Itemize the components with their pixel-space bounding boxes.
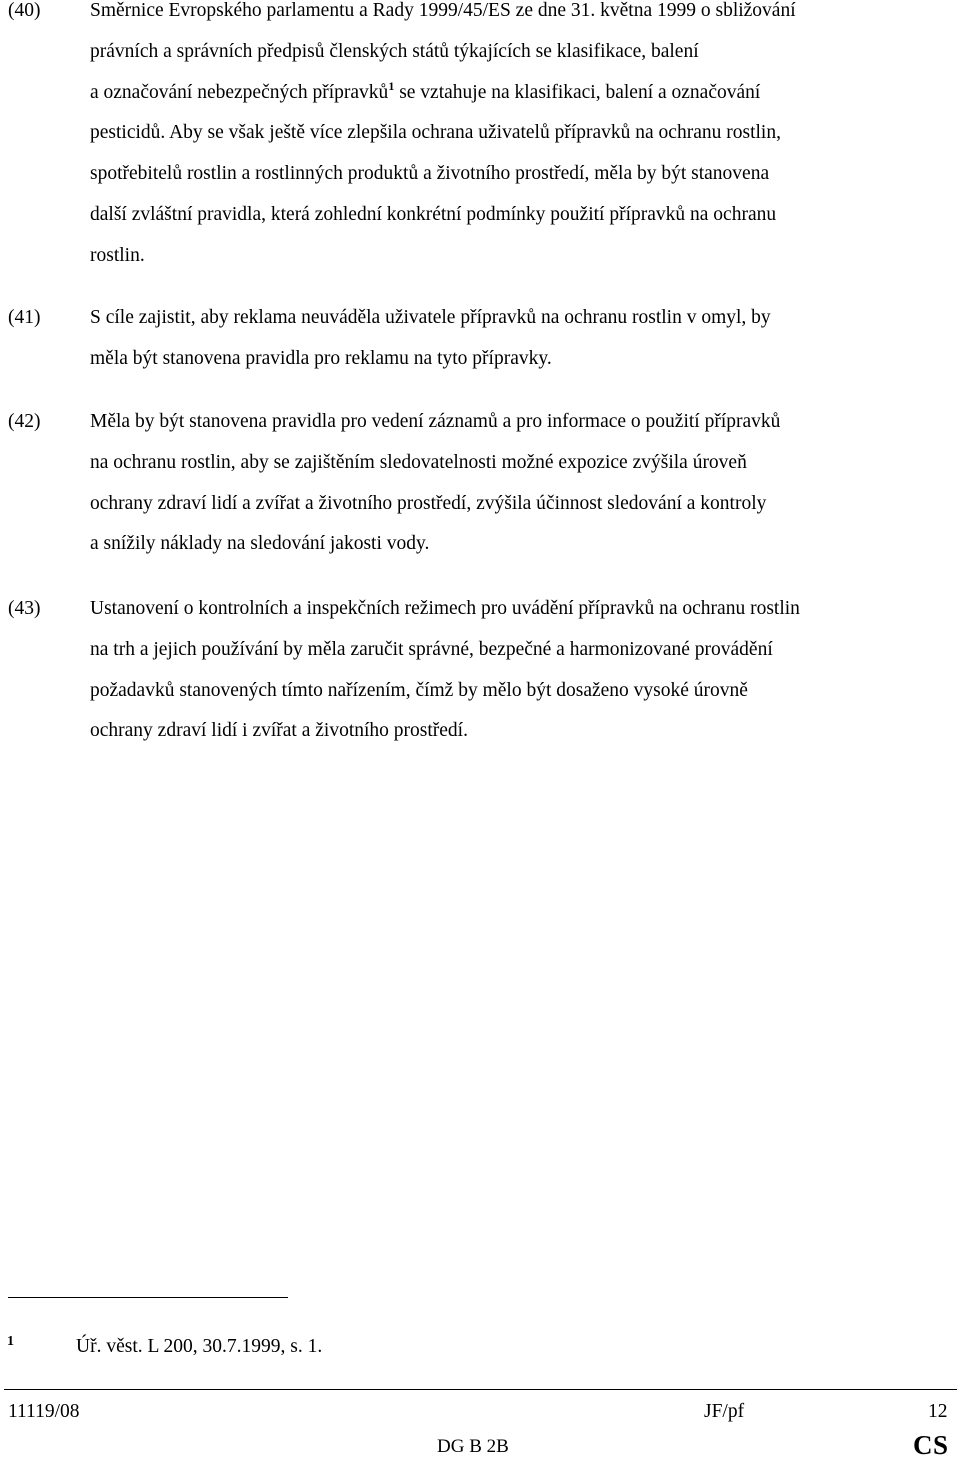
text-line: měla být stanovena pravidla pro reklamu na tyto přípravky. xyxy=(90,347,552,369)
paragraph-41 xyxy=(8,298,953,380)
text-line: Směrnice Evropského parlamentu a Rady 1999/45/ES ze dne 31. května 1999 o sbližování xyxy=(90,0,796,21)
author-initials: JF/pf xyxy=(704,1401,745,1422)
text-line: rostlin. xyxy=(90,244,145,266)
text-line: požadavků stanovených tímto nařízením, čímž by mělo být dosaženo vysoké úrovně xyxy=(90,679,748,701)
text-line: Měla by být stanovena pravidla pro vedení záznamů a pro informace o použití přípravků xyxy=(90,411,781,432)
footnote-text: Úř. věst. L 200, 30.7.1999, s. 1. xyxy=(76,1336,323,1357)
text-line: spotřebitelů rostlin a rostlinných produktů a životního prostředí, měla by být stanovena xyxy=(90,163,770,185)
footnote-reference[interactable]: 1 xyxy=(388,78,395,93)
paragraph-text xyxy=(90,298,953,380)
paragraph-number: (43) xyxy=(8,598,41,619)
paragraph-number: (41) xyxy=(8,307,41,328)
footnote-mark: 1 xyxy=(7,1334,14,1349)
paragraph-42 xyxy=(8,402,953,565)
text-line: pesticidů. Aby se však ještě více zlepšila ochrana uživatelů přípravků na ochranu rostlin, xyxy=(90,122,781,144)
text-line: a snížily náklady na sledování jakosti vody. xyxy=(90,533,430,555)
text-line: ochrany zdraví lidí a zvířat a životního prostředí, zvýšila účinnost sledování a kontroly xyxy=(90,492,767,514)
department-code: DG B 2B xyxy=(437,1436,509,1457)
footnote-separator xyxy=(8,1297,288,1298)
text-line: S cíle zajistit, aby reklama neuváděla uživatele přípravků na ochranu rostlin v omyl, by xyxy=(90,307,771,328)
text-line: další zvláštní pravidla, která zohlední konkrétní podmínky použití přípravků na ochranu xyxy=(90,203,777,225)
paragraph-40 xyxy=(8,0,953,277)
language-code: CS xyxy=(913,1430,949,1460)
text-line: na ochranu rostlin, aby se zajištěním sledovatelnosti možné expozice zvýšila úroveň xyxy=(90,451,747,473)
document-number: 11119/08 xyxy=(8,1401,80,1422)
footer-separator xyxy=(4,1389,957,1390)
text-line: právních a správních předpisů členských států týkajících se klasifikace, balení xyxy=(90,40,699,62)
page-number: 12 xyxy=(928,1401,948,1422)
paragraph-text xyxy=(90,0,953,277)
text-line xyxy=(90,73,953,114)
text-line: ochrany zdraví lidí i zvířat a životního prostředí. xyxy=(90,720,468,742)
text-segment: a označování nebezpečných přípravků xyxy=(90,81,389,103)
paragraph-43 xyxy=(8,589,953,752)
text-line: na trh a jejich používání by měla zaručit správné, bezpečné a harmonizované provádění xyxy=(90,638,773,660)
text-line: Ustanovení o kontrolních a inspekčních režimech pro uvádění přípravků na ochranu rostlin xyxy=(90,598,800,619)
paragraph-text xyxy=(90,589,953,752)
paragraph-number: (40) xyxy=(8,0,41,21)
text-segment: se vztahuje na klasifikaci, balení a označování xyxy=(394,81,761,103)
paragraph-number: (42) xyxy=(8,411,41,432)
paragraph-text xyxy=(90,402,953,565)
